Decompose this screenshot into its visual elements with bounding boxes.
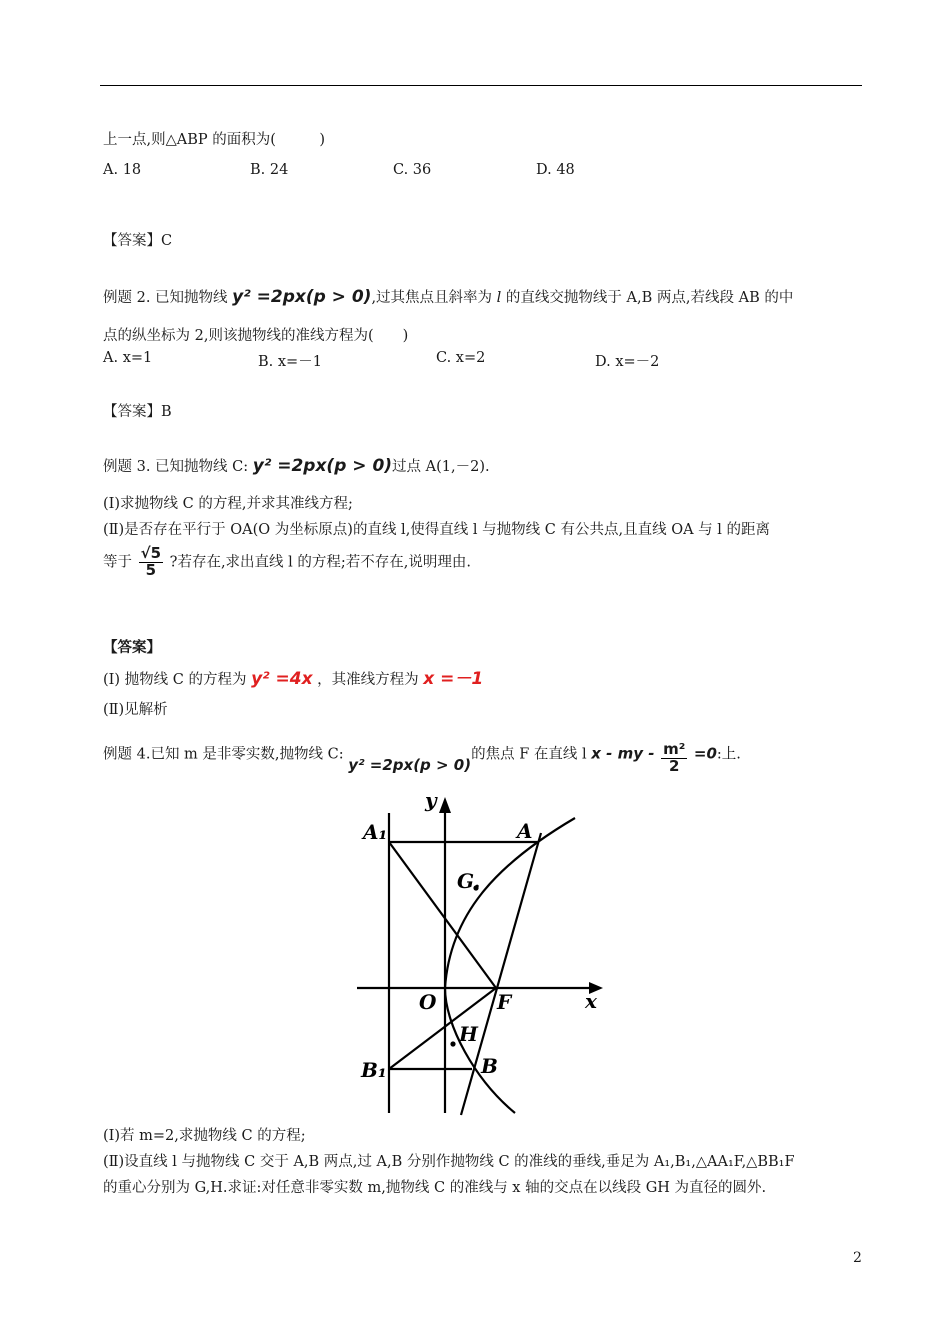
page-number: 2 xyxy=(853,1250,862,1266)
ex2-answer: 【答案】B xyxy=(103,404,172,420)
label-f: F xyxy=(497,990,512,1014)
ex4-q3: 的重心分别为 G,H.求证:对任意非零实数 m,抛物线 C 的准线与 x 轴的交点在以线段 GH 为直径的圆外. xyxy=(103,1180,767,1196)
label-h: H xyxy=(459,1022,478,1046)
ex4-suffix: :上. xyxy=(716,746,741,763)
prev-option-d: D. 48 xyxy=(536,162,575,178)
label-a1: A₁ xyxy=(363,820,388,844)
label-y: y xyxy=(425,788,437,812)
ex3-a1-mid: ，其准线方程为 xyxy=(317,672,419,688)
ex3-q2: (Ⅱ)是否存在平行于 OA(O 为坐标原点)的直线 l,使得直线 l 与抛物线 C 有公共点,且直线 OA 与 l 的距离 xyxy=(103,522,771,538)
prev-option-a: A. 18 xyxy=(103,162,142,178)
ex4-line-eq-b: =0 xyxy=(693,744,717,763)
ex2-prefix: 例题 2. 已知抛物线 xyxy=(103,290,228,306)
ex3-answer-label: 【答案】 xyxy=(103,639,161,656)
ex2-option-a: A. x=1 xyxy=(103,350,153,366)
ex3-a1-prefix: (Ⅰ) 抛物线 C 的方程为 xyxy=(103,672,247,688)
ex2-text2: 的直线交抛物线于 A,B 两点,若线段 AB 的中 xyxy=(505,290,794,306)
ex4-q1: (Ⅰ)若 m=2,求抛物线 C 的方程; xyxy=(103,1128,306,1144)
ex4-prefix: 例题 4.已知 m 是非零实数,抛物线 C: xyxy=(103,746,344,763)
ex3-frac-den: 5 xyxy=(145,560,157,579)
ex4-line-eq-a: x - my - xyxy=(591,744,655,763)
ex3-answer2: (Ⅱ)见解析 xyxy=(103,702,168,718)
ex4-fraction xyxy=(661,742,687,775)
ex3-prefix: 例题 3. 已知抛物线 C: xyxy=(103,459,249,475)
ex3-a1-eq2: x =－1 xyxy=(423,669,484,689)
segment-b1-f xyxy=(389,988,496,1069)
ex3-formula: y² =2px(p > 0) xyxy=(252,456,393,476)
ex4-mid: 的焦点 F 在直线 l xyxy=(471,746,587,763)
segment-a1-f xyxy=(389,842,496,988)
ex2-l: l xyxy=(496,290,502,306)
label-b1: B₁ xyxy=(361,1058,387,1082)
ex2-line1 xyxy=(103,286,793,307)
ex3-line1 xyxy=(103,455,490,476)
ex2-option-c: C. x=2 xyxy=(436,350,486,366)
ex2-option-b: B. x=－1 xyxy=(258,354,322,370)
label-x: x xyxy=(585,989,597,1013)
label-b: B xyxy=(481,1054,498,1078)
ex3-q2b xyxy=(103,546,471,579)
ex3-answer1 xyxy=(103,664,483,689)
ex3-q2b-prefix: 等于 xyxy=(103,554,132,571)
y-axis-arrow xyxy=(439,797,451,813)
header-rule xyxy=(100,85,862,86)
prev-question-tail: 上一点,则△ABP 的面积为( ) xyxy=(103,132,326,148)
prev-option-c: C. 36 xyxy=(393,162,432,178)
ex4-frac-den: 2 xyxy=(668,756,680,775)
ex3-q2b-suffix: ?若存在,求出直线 l 的方程;若不存在,说明理由. xyxy=(169,554,472,571)
ex4-formula: y² =2px(p > 0) xyxy=(348,756,472,775)
label-a: A xyxy=(517,819,533,843)
ex3-fraction xyxy=(139,546,163,579)
ex4-line1 xyxy=(103,738,741,775)
ex3-a1-eq1: y² =4x xyxy=(251,669,313,689)
ex2-formula: y² =2px(p > 0) xyxy=(232,287,372,307)
prev-answer: 【答案】C xyxy=(103,233,173,249)
ex3-q1: (Ⅰ)求抛物线 C 的方程,并求其准线方程; xyxy=(103,496,353,512)
parabola-figure xyxy=(355,785,615,1120)
ex2-line2: 点的纵坐标为 2,则该抛物线的准线方程为( ) xyxy=(103,328,409,344)
label-g: G. xyxy=(457,869,481,893)
prev-option-b: B. 24 xyxy=(250,162,289,178)
label-o: O xyxy=(419,990,437,1014)
ex3-frac-num: √5 xyxy=(140,544,162,562)
ex2-text1: ,过其焦点且斜率为 xyxy=(371,290,493,306)
ex3-suffix: 过点 A(1,－2). xyxy=(392,459,490,475)
ex4-frac-num: m² xyxy=(663,740,686,758)
ex2-option-d: D. x=－2 xyxy=(595,354,660,370)
ex4-q2: (Ⅱ)设直线 l 与抛物线 C 交于 A,B 两点,过 A,B 分别作抛物线 C 的准线的垂线,垂足为 A₁,B₁,△AA₁F,△BB₁F xyxy=(103,1154,795,1170)
point-h-dot xyxy=(450,1041,455,1046)
